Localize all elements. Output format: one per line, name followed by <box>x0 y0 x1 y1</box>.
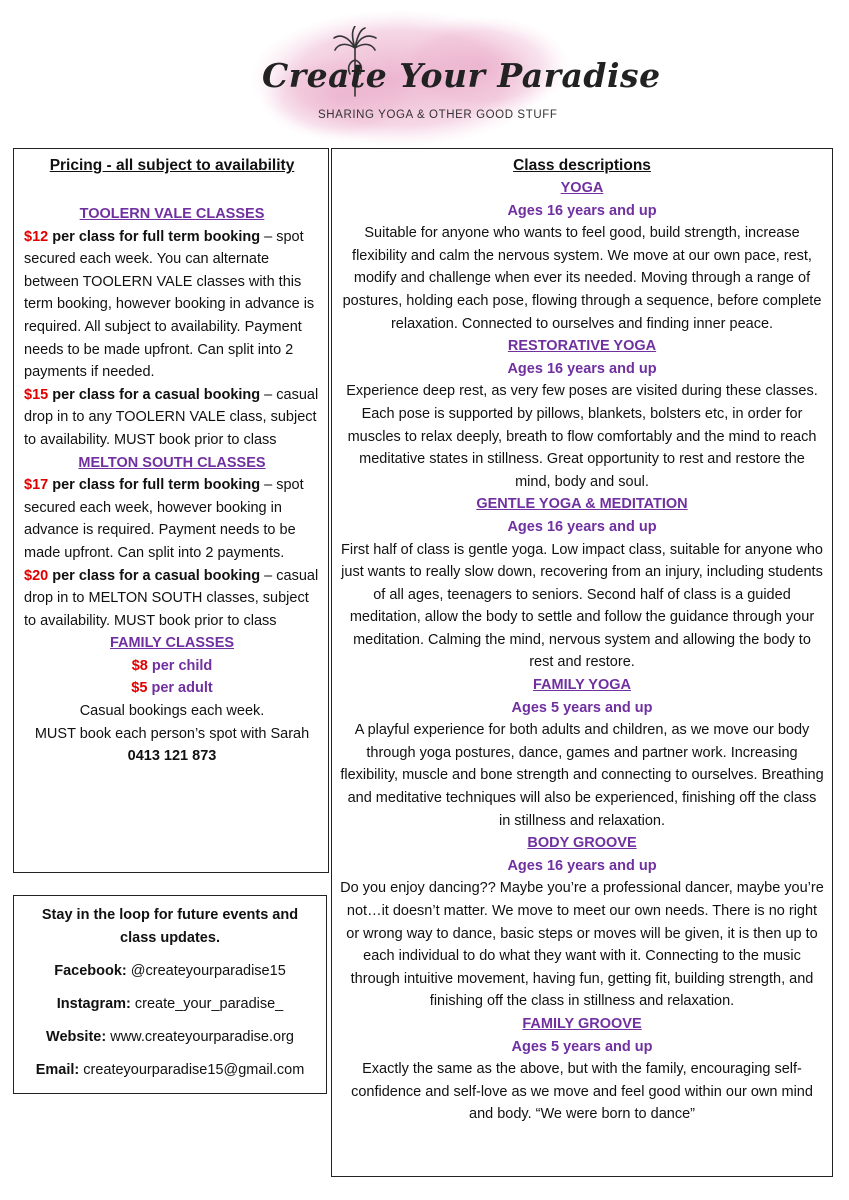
social-heading: Stay in the loop for future events and class updates. <box>41 907 299 946</box>
class-name: FAMILY GROOVE <box>522 1015 642 1032</box>
class-description: Suitable for anyone who wants to feel good, build strength, increase flexibility and calm the nervous system. We move at our own pace, rest, modify and challenge when ever its needed. Moving through a range of postures, holding each pose, flowing through a sequence, before complete relaxation. Connected to ourselves and finding inner peace. <box>342 225 822 332</box>
family-booking-contact: MUST book each person’s spot with Sarah <box>34 725 310 742</box>
price-value: $8 <box>131 657 148 674</box>
price-value: $5 <box>131 680 148 697</box>
toolern-term-price <box>24 226 320 384</box>
price-value: $12 <box>24 228 49 245</box>
website-url: www.createyourparadise.org <box>106 1029 294 1045</box>
class-name: BODY GROOVE <box>527 835 637 852</box>
class-ages: Ages 5 years and up <box>511 1038 653 1055</box>
price-label: per class for a casual booking <box>52 386 261 403</box>
melton-term-price <box>24 474 320 564</box>
class-item <box>340 1013 824 1126</box>
pricing-title: Pricing - all subject to availability <box>49 157 295 174</box>
instagram-handle: create_your_paradise_ <box>130 996 284 1012</box>
class-item <box>340 674 824 832</box>
class-description: First half of class is gentle yoga. Low impact class, suitable for anyone who just wants to really slow down, recovering from an injury, including students of all ages, teenagers to seniors. Second half of class is a guided meditation, allow the body to settle and follow the guidance through your meditation. Calming the mind, nervous system and allowing the body to rest and restore. <box>341 541 823 671</box>
class-name: FAMILY YOGA <box>532 677 632 694</box>
family-child-price <box>24 655 320 678</box>
family-booking-note: Casual bookings each week. <box>79 703 265 720</box>
email-label: Email: <box>35 1062 80 1078</box>
price-value: $17 <box>24 477 49 494</box>
class-description: Exactly the same as the above, but with the family, encouraging self-confidence and self-love as we move and feel good within our own mind and body. “We were born to dance” <box>351 1061 813 1123</box>
phone-number: 0413 121 873 <box>127 748 217 765</box>
melton-south-heading: MELTON SOUTH CLASSES <box>78 454 266 471</box>
class-ages: Ages 16 years and up <box>507 518 657 535</box>
facebook-handle: @createyourparadise15 <box>126 963 286 979</box>
class-ages: Ages 16 years and up <box>507 857 657 874</box>
pricing-panel <box>13 148 329 873</box>
class-name: RESTORATIVE YOGA <box>507 338 657 355</box>
price-label: per class for a casual booking <box>52 567 261 584</box>
class-ages: Ages 16 years and up <box>507 202 657 219</box>
brand-name: Create Your Paradise <box>262 56 661 95</box>
header <box>0 0 849 148</box>
email-line <box>22 1059 318 1082</box>
price-value: $20 <box>24 567 49 584</box>
class-name: GENTLE YOGA & MEDITATION <box>476 496 688 513</box>
class-name: YOGA <box>560 180 604 196</box>
class-descriptions-panel <box>331 148 833 1177</box>
price-details: – casual drop in to MELTON SOUTH classes, subject to availability. MUST book prior to class <box>24 567 319 629</box>
facebook-label: Facebook: <box>54 963 127 979</box>
website-label: Website: <box>46 1029 107 1045</box>
price-details: – casual drop in to any TOOLERN VALE class, subject to availability. MUST book prior to class <box>24 386 319 448</box>
website-line <box>22 1026 318 1049</box>
class-descriptions-title: Class descriptions <box>513 157 651 174</box>
facebook-line <box>22 960 318 983</box>
toolern-casual-price <box>24 384 320 452</box>
family-classes-heading: FAMILY CLASSES <box>109 635 235 652</box>
class-description: Experience deep rest, as very few poses are visited during these classes. Each pose is supported by pillows, blankets, bolsters etc, in order for muscles to relax deeply, breath to flow comfortably and the mind to reach meditative states in stillness. Great opportunity to rest and restore the mind, body and soul. <box>346 383 818 490</box>
price-label: per child <box>147 657 213 674</box>
class-description: Do you enjoy dancing?? Maybe you’re a professional dancer, maybe you’re not…it doesn’t matter. We move to meet our own needs. There is no right or wrong way to dance, basic steps or moves will be given, it is then up to each individual to do what they want with it. Connecting to the music through intuitive movement, having fun, getting fit, building strength, and finishing off the class in stillness and relaxation. <box>340 880 824 1010</box>
family-adult-price <box>24 677 320 700</box>
price-label: per class for full term booking <box>52 228 261 245</box>
social-panel <box>13 895 327 1094</box>
class-item <box>340 493 824 674</box>
email-address: createyourparadise15@gmail.com <box>79 1062 305 1078</box>
class-ages: Ages 16 years and up <box>507 360 657 377</box>
class-item <box>340 177 824 335</box>
class-item <box>340 832 824 1013</box>
toolern-vale-heading: TOOLERN VALE CLASSES <box>79 206 265 222</box>
price-label: per adult <box>147 680 213 697</box>
price-label: per class for full term booking <box>52 477 261 494</box>
price-details: – spot secured each week. You can alternate between TOOLERN VALE classes with this term booking, however booking in advance is required. All subject to availability. Payment needs to be made upfront. Can split into 2 payments if needed. <box>24 228 315 381</box>
melton-casual-price <box>24 565 320 633</box>
price-details: – spot secured each week, however booking in advance is required. Payment needs to be made upfront. Can split into 2 payments. <box>24 477 304 561</box>
instagram-line <box>22 993 318 1016</box>
class-description: A playful experience for both adults and children, as we move our body through yoga postures, dance, games and partner work. Increasing flexibility, muscle and bone strength and connecting to ourselves. Breathing and meditative techniques will also be experienced, finishing off the class in stillness and relaxation. <box>340 722 824 829</box>
class-item <box>340 335 824 493</box>
class-ages: Ages 5 years and up <box>511 699 653 716</box>
brand-tagline: SHARING YOGA & OTHER GOOD STUFF <box>318 109 558 121</box>
instagram-label: Instagram: <box>56 996 131 1012</box>
price-value: $15 <box>24 386 49 403</box>
